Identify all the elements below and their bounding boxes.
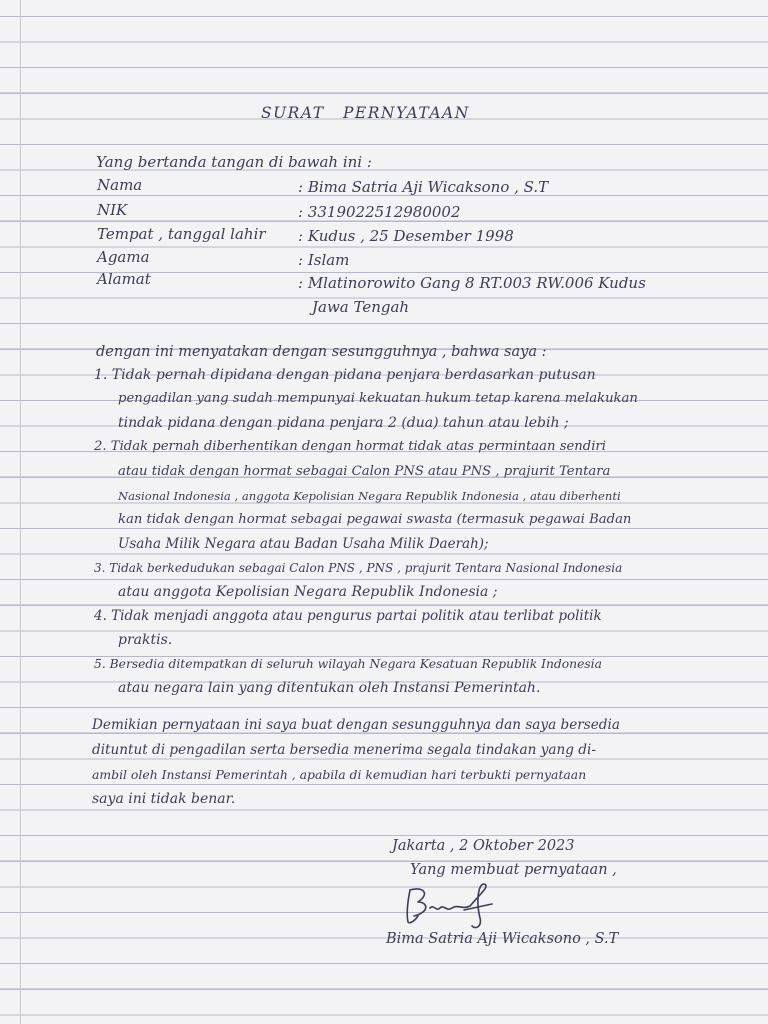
letter-title-word-1: SURAT bbox=[261, 104, 325, 122]
place-date: Jakarta , 2 Oktober 2023 bbox=[392, 838, 575, 854]
item-3-line-1: 3. Tidak berkedudukan sebagai Calon PNS , PNS , prajurit Tentara Nasional Indonesia bbox=[94, 561, 623, 575]
field-label-name: Nama bbox=[97, 176, 143, 194]
field-label-address: Alamat bbox=[97, 270, 151, 288]
item-5-line-2: atau negara lain yang ditentukan oleh Instansi Pemerintah. bbox=[118, 680, 541, 696]
closing-line-1: Demikian pernyataan ini saya buat dengan sesungguhnya dan saya bersedia bbox=[92, 717, 620, 733]
margin-line bbox=[20, 0, 21, 1024]
closing-line-3: ambil oleh Instansi Pemerintah , apabila di kemudian hari terbukti pernyataan bbox=[92, 767, 587, 782]
item-1-line-1: 1. Tidak pernah dipidana dengan pidana penjara berdasarkan putusan bbox=[94, 367, 596, 383]
item-4-line-2: praktis. bbox=[118, 632, 173, 648]
handwritten-signature bbox=[400, 878, 500, 932]
item-1-line-2: pengadilan yang sudah mempunyai kekuatan hukum tetap karena melakukan bbox=[118, 391, 638, 406]
letter-title-word-2: PERNYATAAN bbox=[343, 104, 470, 122]
statement-intro: dengan ini menyatakan dengan sesungguhnya , bahwa saya : bbox=[96, 344, 547, 360]
field-value-name: : Bima Satria Aji Wicaksono , S.T bbox=[298, 178, 549, 196]
item-1-line-3: tindak pidana dengan pidana penjara 2 (dua) tahun atau lebih ; bbox=[118, 415, 569, 431]
field-value-religion: : Islam bbox=[298, 251, 350, 269]
item-2-line-3: Nasional Indonesia , anggota Kepolisian Negara Republik Indonesia , atau diberhenti bbox=[118, 489, 621, 503]
signer-name: Bima Satria Aji Wicaksono , S.T bbox=[386, 931, 619, 947]
closing-line-2: dituntut di pengadilan serta bersedia menerima segala tindakan yang di- bbox=[92, 742, 596, 758]
intro-line: Yang bertanda tangan di bawah ini : bbox=[96, 153, 372, 171]
item-2-line-1: 2. Tidak pernah diberhentikan dengan hormat tidak atas permintaan sendiri bbox=[94, 439, 606, 454]
field-value-address-line-1: : Mlatinorowito Gang 8 RT.003 RW.006 Kudus bbox=[298, 274, 646, 292]
field-value-birth: : Kudus , 25 Desember 1998 bbox=[298, 227, 514, 245]
field-label-religion: Agama bbox=[97, 248, 150, 266]
item-5-line-1: 5. Bersedia ditempatkan di seluruh wilayah Negara Kesatuan Republik Indonesia bbox=[94, 657, 602, 671]
field-value-address-line-2: Jawa Tengah bbox=[312, 298, 410, 316]
item-2-line-5: Usaha Milik Negara atau Badan Usaha Milik Daerah); bbox=[118, 536, 489, 552]
item-2-line-4: kan tidak dengan hormat sebagai pegawai swasta (termasuk pegawai Badan bbox=[118, 512, 632, 527]
item-2-line-2: atau tidak dengan hormat sebagai Calon PNS atau PNS , prajurit Tentara bbox=[118, 464, 611, 479]
item-3-line-2: atau anggota Kepolisian Negara Republik Indonesia ; bbox=[118, 584, 498, 600]
field-label-birth: Tempat , tanggal lahir bbox=[97, 225, 266, 243]
signer-role: Yang membuat pernyataan , bbox=[410, 862, 617, 878]
closing-line-4: saya ini tidak benar. bbox=[92, 791, 236, 807]
field-label-nik: NIK bbox=[97, 201, 128, 219]
item-4-line-1: 4. Tidak menjadi anggota atau pengurus partai politik atau terlibat politik bbox=[94, 608, 602, 624]
field-value-nik: : 3319022512980002 bbox=[298, 203, 461, 221]
